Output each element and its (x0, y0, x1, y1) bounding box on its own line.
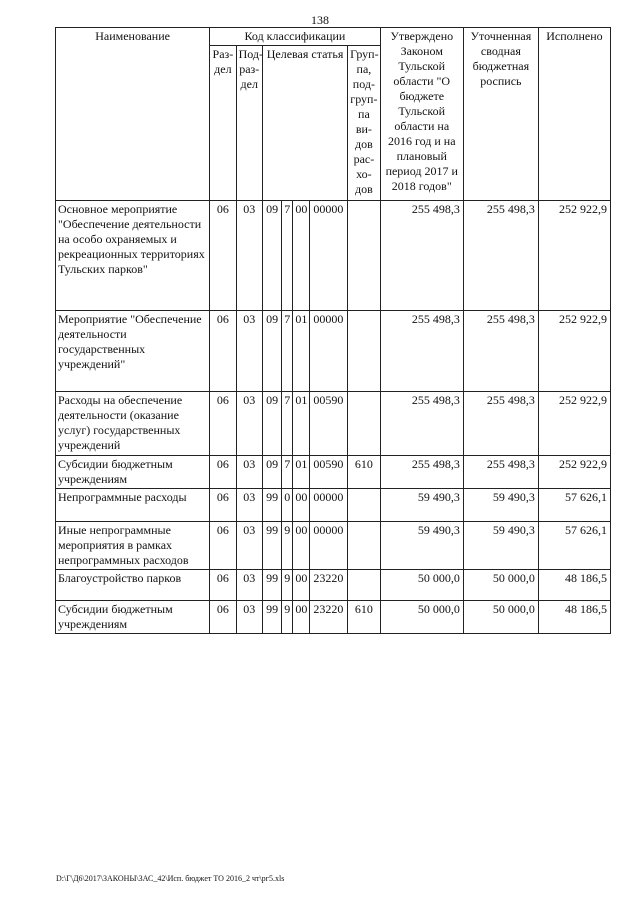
row-expense-group: 610 (348, 456, 381, 489)
row-article-subprogram: 9 (282, 601, 293, 634)
row-refined: 50 000,0 (463, 601, 538, 634)
row-executed: 57 626,1 (538, 489, 610, 522)
row-article-subprogram: 7 (282, 311, 293, 392)
row-article-program: 09 (262, 392, 281, 456)
row-section: 06 (210, 570, 236, 601)
table-row (56, 456, 611, 489)
row-article-subprogram: 9 (282, 522, 293, 570)
row-article-direction: 00000 (309, 311, 348, 392)
header-row-top (56, 28, 611, 46)
row-executed: 252 922,9 (538, 311, 610, 392)
row-name: Расходы на обеспечение деятельности (оказание услуг) государственных учреждений (56, 392, 210, 456)
row-article-event: 01 (293, 456, 309, 489)
row-executed: 252 922,9 (538, 392, 610, 456)
row-article-subprogram: 0 (282, 489, 293, 522)
row-article-program: 99 (262, 489, 281, 522)
row-section: 06 (210, 392, 236, 456)
row-article-subprogram: 9 (282, 570, 293, 601)
row-subsection: 03 (236, 570, 262, 601)
row-expense-group (348, 489, 381, 522)
table-row (56, 601, 611, 634)
row-subsection: 03 (236, 601, 262, 634)
row-expense-group (348, 522, 381, 570)
table-row (56, 311, 611, 392)
row-article-subprogram: 7 (282, 456, 293, 489)
row-refined: 50 000,0 (463, 570, 538, 601)
row-name: Основное мероприятие "Обеспечение деятельности на особо охраняемых и рекреационных территориях Тульских парков" (56, 201, 210, 311)
row-refined: 255 498,3 (463, 311, 538, 392)
header-classification: Код классификации (210, 28, 380, 46)
row-refined: 59 490,3 (463, 489, 538, 522)
row-name: Мероприятие "Обеспечение деятельности государственных учреждений" (56, 311, 210, 392)
row-article-direction: 00590 (309, 392, 348, 456)
row-expense-group (348, 392, 381, 456)
row-approved: 59 490,3 (380, 522, 463, 570)
header-expense-group: Груп-па, под-груп-па ви-дов рас-хо-дов (348, 46, 381, 201)
row-expense-group (348, 311, 381, 392)
row-article-event: 01 (293, 392, 309, 456)
row-article-event: 01 (293, 311, 309, 392)
row-expense-group (348, 201, 381, 311)
row-article-program: 09 (262, 311, 281, 392)
row-subsection: 03 (236, 522, 262, 570)
row-refined: 255 498,3 (463, 456, 538, 489)
row-approved: 59 490,3 (380, 489, 463, 522)
row-article-program: 99 (262, 601, 281, 634)
budget-table (55, 27, 611, 634)
row-subsection: 03 (236, 392, 262, 456)
row-article-program: 09 (262, 201, 281, 311)
row-section: 06 (210, 456, 236, 489)
row-approved: 255 498,3 (380, 311, 463, 392)
row-article-direction: 00000 (309, 489, 348, 522)
row-name: Субсидии бюджетным учреждениям (56, 456, 210, 489)
row-article-program: 99 (262, 570, 281, 601)
row-executed: 48 186,5 (538, 601, 610, 634)
table-row (56, 522, 611, 570)
page-number: 138 (311, 13, 329, 27)
row-name: Субсидии бюджетным учреждениям (56, 601, 210, 634)
row-article-subprogram: 7 (282, 201, 293, 311)
header-subsection: Под-раз-дел (236, 46, 262, 201)
row-name: Благоустройство парков (56, 570, 210, 601)
row-executed: 57 626,1 (538, 522, 610, 570)
row-article-event: 00 (293, 489, 309, 522)
row-executed: 48 186,5 (538, 570, 610, 601)
row-article-event: 00 (293, 570, 309, 601)
row-subsection: 03 (236, 201, 262, 311)
header-name: Наименование (56, 28, 210, 201)
row-name: Иные непрограммные мероприятия в рамках непрограммных расходов (56, 522, 210, 570)
table-row (56, 201, 611, 311)
row-executed: 252 922,9 (538, 456, 610, 489)
row-expense-group (348, 570, 381, 601)
row-approved: 255 498,3 (380, 456, 463, 489)
row-article-event: 00 (293, 201, 309, 311)
row-article-direction: 00000 (309, 522, 348, 570)
row-section: 06 (210, 522, 236, 570)
row-article-event: 00 (293, 522, 309, 570)
row-section: 06 (210, 201, 236, 311)
table-row (56, 489, 611, 522)
row-article-direction: 00000 (309, 201, 348, 311)
row-article-direction: 00590 (309, 456, 348, 489)
row-article-event: 00 (293, 601, 309, 634)
row-name: Непрограммные расходы (56, 489, 210, 522)
header-refined: Уточненная сводная бюджетная роспись (463, 28, 538, 201)
row-article-direction: 23220 (309, 601, 348, 634)
row-section: 06 (210, 489, 236, 522)
row-refined: 255 498,3 (463, 392, 538, 456)
row-article-direction: 23220 (309, 570, 348, 601)
header-section: Раз-дел (210, 46, 236, 201)
row-approved: 50 000,0 (380, 601, 463, 634)
row-article-subprogram: 7 (282, 392, 293, 456)
row-article-program: 09 (262, 456, 281, 489)
header-approved: Утверждено Законом Тульской области "О бюджете Тульской области на 2016 год и на плановый период 2017 и 2018 годов" (380, 28, 463, 201)
row-section: 06 (210, 311, 236, 392)
row-refined: 59 490,3 (463, 522, 538, 570)
row-section: 06 (210, 601, 236, 634)
row-executed: 252 922,9 (538, 201, 610, 311)
row-subsection: 03 (236, 489, 262, 522)
row-approved: 255 498,3 (380, 201, 463, 311)
file-path-footer: D:\Г\Д6\2017\ЗАКОНЫ\ЗАС_42\Исп. бюджет ТО 2016_2 чт\рг5.xls (56, 874, 285, 883)
row-subsection: 03 (236, 456, 262, 489)
header-executed: Исполнено (538, 28, 610, 201)
table-row (56, 570, 611, 601)
row-expense-group: 610 (348, 601, 381, 634)
table-row (56, 392, 611, 456)
row-approved: 255 498,3 (380, 392, 463, 456)
header-target-article: Целевая статья (262, 46, 347, 201)
row-subsection: 03 (236, 311, 262, 392)
row-approved: 50 000,0 (380, 570, 463, 601)
row-refined: 255 498,3 (463, 201, 538, 311)
row-article-program: 99 (262, 522, 281, 570)
